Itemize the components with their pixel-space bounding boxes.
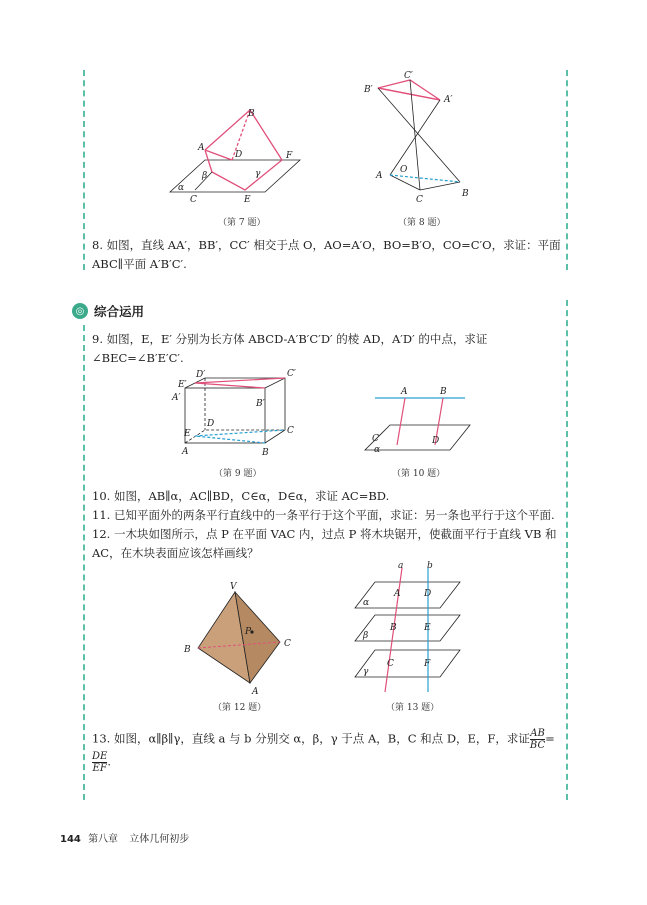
page-number: 144 xyxy=(60,834,81,845)
section-icon: ◎ xyxy=(72,303,88,319)
figure-label: E xyxy=(244,195,251,205)
figure-label: A xyxy=(252,687,259,697)
figure-label: A xyxy=(198,143,205,153)
figure-label: D xyxy=(207,419,215,429)
figure-label: V xyxy=(230,582,237,592)
figure-label: D′ xyxy=(196,370,206,380)
figure-label: b xyxy=(427,561,433,571)
problem-13-text: 13. 如图，α∥β∥γ，直线 a 与 b 分别交 α，β，γ 于点 A，B，C 和点 D，E，F，求证 xyxy=(92,731,530,746)
problem-9: 9. 如图，E，E′ 分别为长方体 ABCD-A′B′C′D′ 的棱 AD，A′D′ 的中点，求证∠BEC=∠B′E′C′. xyxy=(92,332,488,365)
numerator: AB xyxy=(530,728,545,739)
figure-label: B xyxy=(184,645,191,655)
caption-fig7: （第 7 题） xyxy=(218,218,266,228)
figure-label: B xyxy=(262,448,269,458)
figure-label: A xyxy=(376,171,383,181)
figure-label: C′ xyxy=(287,369,296,379)
caption-fig9: （第 9 题） xyxy=(214,469,262,479)
figure-label: B′ xyxy=(256,399,265,409)
chapter-number: 第八章 xyxy=(88,834,119,845)
figure-label: α xyxy=(374,445,381,455)
figure-label: α xyxy=(178,183,185,193)
figure-label: E′ xyxy=(178,380,187,390)
figure-label: O xyxy=(400,165,408,175)
figure-label: A xyxy=(182,447,189,457)
figure-label: A xyxy=(401,387,408,397)
figure-label: β xyxy=(202,171,208,181)
figure-label: P xyxy=(245,627,252,637)
figure-label: C xyxy=(416,195,423,205)
caption-fig13: （第 13 题） xyxy=(386,703,440,713)
caption-fig10: （第 10 题） xyxy=(392,469,446,479)
figure-label: E xyxy=(184,429,191,439)
figure-label: A′ xyxy=(444,95,453,105)
figure-label: B′ xyxy=(364,85,373,95)
fraction-ab-bc xyxy=(530,728,545,751)
figure-label: C xyxy=(284,639,291,649)
figure-label: B xyxy=(390,623,397,633)
figure-label: β xyxy=(363,631,369,641)
problem-10: 10. 如图，AB∥α，AC∥BD，C∈α，D∈α，求证 AC=BD. xyxy=(92,489,390,503)
figure-label: F xyxy=(424,659,431,669)
problem-8: 8. 如图，直线 AA′，BB′，CC′ 相交于点 O，AO=A′O，BO=B′O，CO=C′O，求证：平面 ABC∥平面 A′B′C′. xyxy=(92,238,561,271)
figure-label: A xyxy=(394,589,401,599)
figure-label: D xyxy=(235,150,243,160)
figure-label: F xyxy=(286,151,293,161)
figure-label: C xyxy=(287,426,294,436)
figure-label: C xyxy=(190,195,197,205)
equals: = xyxy=(545,731,555,746)
figure-label: C xyxy=(372,434,379,444)
figure-label: B xyxy=(440,387,447,397)
figure-label: D xyxy=(432,436,440,446)
fraction-de-ef xyxy=(92,751,107,774)
figure-label: C′ xyxy=(404,71,413,81)
problem-12: 12. 一木块如图所示，点 P 在平面 VAC 内，过点 P 将木块锯开，使截面平行于直线 VB 和 AC，在木块表面应该怎样画线？ xyxy=(92,527,557,560)
denominator: EF xyxy=(92,763,107,774)
figure-label: γ xyxy=(255,169,261,179)
figure-label: B xyxy=(248,109,255,119)
figure-label: D xyxy=(424,589,432,599)
figure-label: a xyxy=(398,561,404,571)
figure-label: B xyxy=(462,189,469,199)
figure-label: A′ xyxy=(172,393,181,403)
numerator: DE xyxy=(92,751,108,762)
caption-fig8: （第 8 题） xyxy=(398,218,446,228)
caption-fig12: （第 12 题） xyxy=(213,703,267,713)
problem-13 xyxy=(92,728,562,774)
figure-label: C xyxy=(387,659,394,669)
chapter-title: 立体几何初步 xyxy=(129,834,190,845)
problem-11: 11. 已知平面外的两条平行直线中的一条平行于这个平面，求证：另一条也平行于这个平面. xyxy=(92,508,555,522)
figure-label: γ xyxy=(363,667,369,677)
period: . xyxy=(107,754,111,769)
page-footer xyxy=(60,830,189,845)
denominator: BC xyxy=(529,740,546,751)
section-title: 综合运用 xyxy=(94,304,145,319)
figure-label: E xyxy=(424,623,431,633)
figure-label: α xyxy=(363,598,370,608)
